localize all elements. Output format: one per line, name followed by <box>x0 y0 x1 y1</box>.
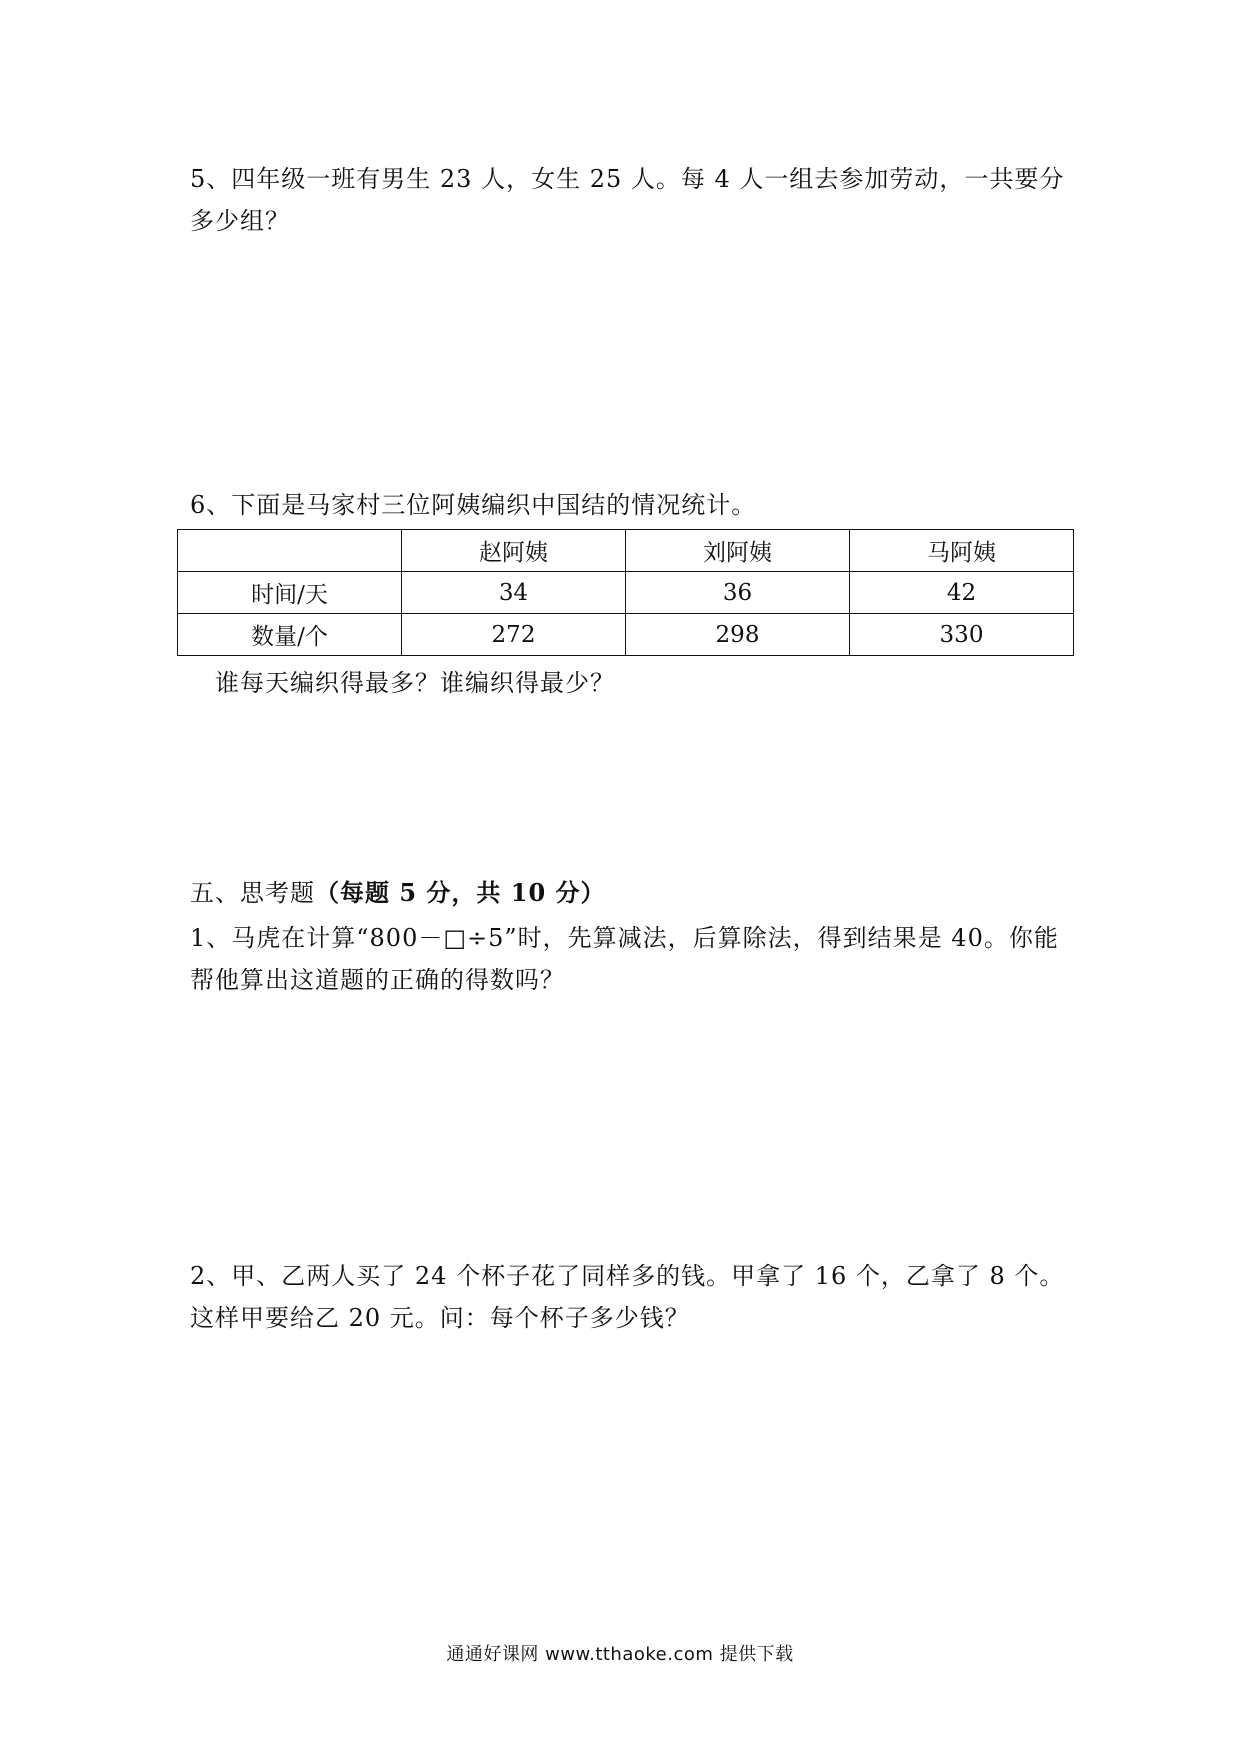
table-header-row <box>178 530 1074 572</box>
table-row-label: 时间/天 <box>178 572 402 614</box>
question-6-title: 6、下面是马家村三位阿姨编织中国结的情况统计。 <box>190 491 757 519</box>
page-footer: 通通好课网 www.tthaoke.com 提供下载 <box>446 1644 794 1665</box>
table-cell: 34 <box>402 572 626 614</box>
table-cell: 272 <box>402 614 626 656</box>
table-cell: 36 <box>626 572 850 614</box>
knot-statistics-table-wrapper <box>177 529 1074 656</box>
thinking-question-1: 1、马虎在计算“800－□÷5”时，先算减法，后算除法，得到结果是 40。你能帮他算出这道题的正确的得数吗？ <box>190 924 1059 994</box>
question-6-prompt: 谁每天编织得最多？谁编织得最少？ <box>215 669 615 697</box>
table-row <box>178 614 1074 656</box>
table-cell: 42 <box>850 572 1074 614</box>
table-cell: 298 <box>626 614 850 656</box>
question-5: 5、四年级一班有男生 23 人，女生 25 人。每 4 人一组去参加劳动，一共要分多少组？ <box>190 165 1065 235</box>
knot-statistics-table <box>177 529 1074 656</box>
table-row <box>178 572 1074 614</box>
table-header-cell: 赵阿姨 <box>402 530 626 572</box>
section-5-title: 五、思考题 <box>190 879 315 907</box>
section-5-heading <box>190 878 1070 908</box>
table-cell: 330 <box>850 614 1074 656</box>
table-header-cell <box>178 530 402 572</box>
thinking-question-2: 2、甲、乙两人买了 24 个杯子花了同样多的钱。甲拿了 16 个，乙拿了 8 个。这样甲要给乙 20 元。问：每个杯子多少钱？ <box>190 1262 1065 1332</box>
table-row-label: 数量/个 <box>178 614 402 656</box>
section-5-score-note: （每题 5 分，共 10 分） <box>315 878 606 907</box>
table-header-cell: 刘阿姨 <box>626 530 850 572</box>
table-header-cell: 马阿姨 <box>850 530 1074 572</box>
